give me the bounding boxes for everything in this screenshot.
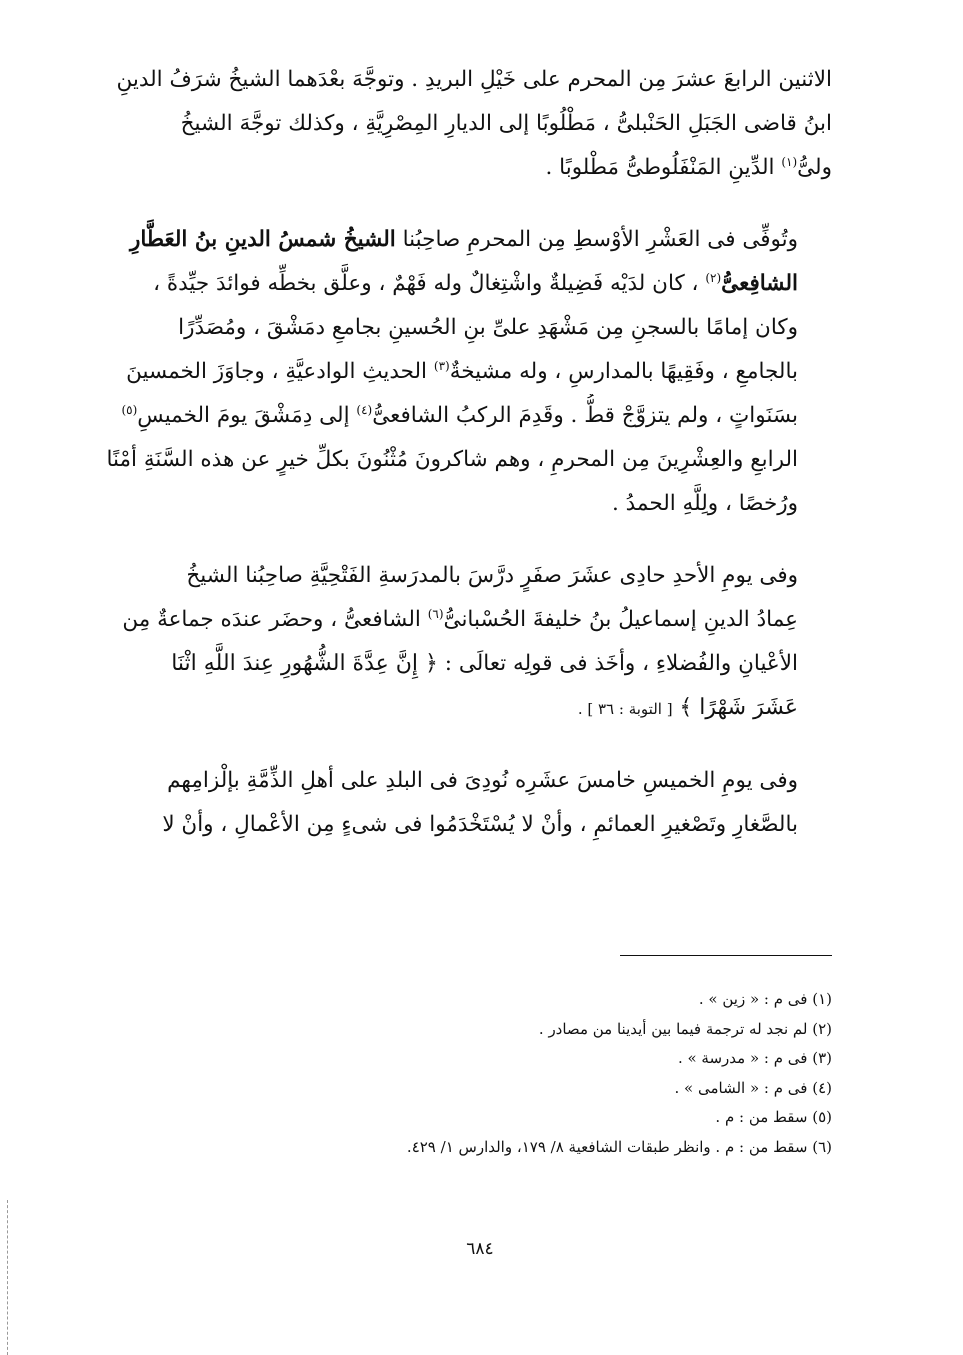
footnote-separator — [620, 955, 832, 956]
scan-edge-mark — [7, 1200, 9, 1355]
quran-reference: [ التوبة : ٣٦ ] . — [577, 700, 673, 718]
text-segment: الدِّينِ المَنْفَلُوطىُّ مَطْلوبًا . — [545, 155, 775, 180]
text-line — [92, 350, 832, 394]
text-line: بالصَّغارِ وتَصْغيرِ العمائمِ ، وأنْ لا يُسْتَخْدَمُوا فى شىءٍ مِن الأعْمالِ ، وأنْ لا — [162, 812, 798, 837]
person-name-bold: الشافِعىُّ — [721, 271, 798, 296]
quran-verse: عَشَرَ شَهْرًا ﴾ — [679, 695, 798, 720]
text-line — [92, 642, 832, 686]
text-line — [92, 394, 832, 438]
text-line — [92, 598, 832, 642]
footnote: (٦) سقط من : م . وانظر طبقات الشافعية ٨/ ١٧٩، والدارس ١/ ٤٢٩. — [406, 1137, 832, 1156]
text-line: وكان إمامًا بالسجنِ مِن مَشْهَدِ علىِّ بنِ الحُسينِ بجامعِ دمَشْقَ ، ومُصَدِّرًا — [178, 315, 798, 340]
footnote: (١) فى م : « زين » . — [698, 990, 832, 1008]
footnote: (٢) لم نجد له ترجمة فيما بين أيدينا من مصادر . — [538, 1019, 832, 1038]
text-segment: بالجامعِ ، وفَقِيهًا بالمدارسِ ، وله مشيخةٌ — [449, 359, 798, 384]
footnotes — [200, 985, 832, 1162]
paragraph-3 — [92, 554, 832, 731]
footnote-mark: (٦) — [427, 606, 444, 621]
text-segment: عِمادُ الدينِ إسماعيلُ بنُ خليفةَ الحُسْبانىُّ — [443, 607, 798, 632]
main-text — [92, 58, 832, 875]
text-segment: إلى دِمَشْقَ يومَ الخميسِ — [137, 403, 350, 428]
text-line: وفى يومِ الأحدِ حادِى عشَرَ صفَرٍ درَّسَ بالمدرَسةِ الفَتْحِيَّةِ صاحِبُنا الشيخُ — [186, 563, 798, 588]
text-line: الاثنين الرابعَ عشرَ مِن المحرم على خَيْلِ البريدِ . وتوجَّهَ بعْدَهما الشيخُ شرَفُ الدينِ — [116, 67, 832, 92]
text-line: الرابعِ والعِشْرِينَ مِن المحرمِ ، وهم شاكرونَ مُثْنُونَ بكلِّ خيرٍ عن هذه السَّنَةِ أمْنًا — [106, 447, 798, 472]
footnote-mark: (٥) — [121, 402, 138, 417]
text-segment: الأعْيانِ والفُضلاءِ ، وأخَذ فى قولِه تعالَى : — [444, 651, 798, 676]
footnote-mark: (١) — [781, 154, 798, 169]
footnote-mark: (٤) — [356, 402, 373, 417]
person-name-bold: الشيخُ شمسُ الدينِ بنُ العَطَّارِ — [129, 227, 396, 252]
paragraph-2 — [92, 218, 832, 526]
quran-verse: ﴿ إِنَّ عِدَّةَ الشُّهُورِ عِندَ اللَّهِ اثْنَا — [171, 651, 438, 676]
text-segment: بسَنَواتٍ ، ولم يتزوَّجْ قطُّ . وقَدِمَ الركبُ الشافعىُّ — [372, 403, 798, 428]
text-segment: ولىُّ — [797, 155, 832, 180]
text-segment: الشافعىُّ ، وحضَر عندَه جماعةٌ مِن — [122, 607, 421, 632]
footnote-mark: (٣) — [433, 358, 450, 373]
text-segment: الحديثِ الوادعيَّةِ ، وجاوَزَ الخمسينَ — [126, 359, 428, 384]
footnote-mark: (٢) — [705, 270, 722, 285]
text-segment: وتُوفِّى فى العَشْرِ الأوْسطِ مِن المحرمِ صاحِبُنا — [402, 227, 798, 252]
text-line — [92, 146, 832, 190]
text-line: وفى يومِ الخميسِ خامسَ عشَرِه نُودِىَ فى البلدِ على أهلِ الذِّمَّةِ بإلْزامِهم — [167, 768, 798, 793]
paragraph-4 — [92, 759, 832, 847]
text-line — [92, 262, 832, 306]
footnote: (٥) سقط من : م . — [715, 1108, 832, 1126]
page-number: ٦٨٤ — [466, 1239, 494, 1259]
text-line: ورُخصًا ، ولِلَّهِ الحمدُ . — [611, 491, 798, 516]
text-line — [92, 686, 832, 731]
text-line: ابنُ قاضى الجَبَلِ الحَنْبلىُّ ، مَطْلُوبًا إلى الديارِ المِصْرِيَّةِ ، وكذلك توجَّهَ الشيخُ — [180, 111, 832, 136]
paragraph-1 — [92, 58, 832, 190]
text-line — [92, 218, 832, 262]
footnote: (٣) فى م : « مدرسة » . — [677, 1049, 832, 1067]
footnote: (٤) فى م : « الشامى » . — [674, 1078, 832, 1097]
text-segment: ، كان لدَيْه فَضِيلةٌ واشْتِغالٌ وله فَهْمٌ ، وعلَّق بخطِّه فوائدَ جيِّدةً ، — [153, 271, 699, 296]
